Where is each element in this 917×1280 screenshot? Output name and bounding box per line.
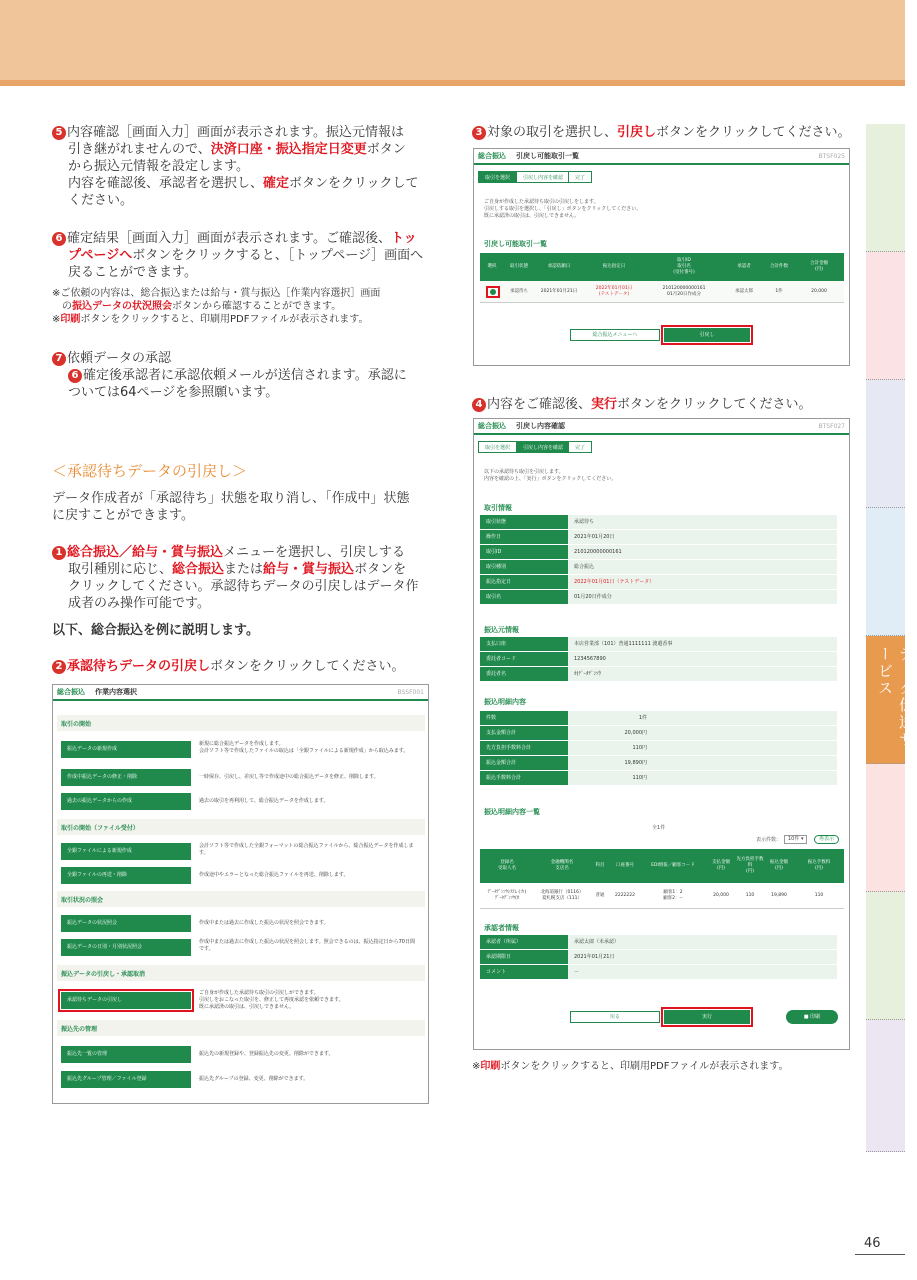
- menu-desc-9: 振込先の新規登録や、登録振込先の変更、削除ができます。: [199, 1051, 334, 1057]
- kv-value: 2022年01月01日（テストデータ）: [568, 575, 837, 589]
- detail-summary-table: [480, 711, 837, 786]
- step-1-line2e: ボタンを: [354, 562, 407, 577]
- step-1-b: メニューを選択し、引戻しする: [223, 545, 406, 560]
- kv-key: 振込指定日: [480, 575, 568, 589]
- confirm-execute-button[interactable]: 実行: [664, 1010, 750, 1024]
- confirm-back-button[interactable]: 戻る: [570, 1011, 660, 1023]
- kv-value: 承認太郎（未承認）: [568, 935, 837, 949]
- menu-daily-inquiry-button[interactable]: 振込データの日別・月別状況照会: [61, 939, 191, 956]
- confirm-print-button[interactable]: [786, 1010, 838, 1024]
- kv-value: 1234567890: [568, 652, 837, 666]
- kv-value: 承認待ち: [568, 515, 837, 529]
- header-band: [0, 0, 905, 80]
- menu-desc-2: 一時保存、引戻し、差戻し等で作成途中の総合振込データを修正、削除します。: [199, 774, 379, 780]
- list-step-3: 完了: [568, 171, 592, 183]
- table-cell: 2222222: [614, 893, 636, 898]
- menu-payee-list-button[interactable]: 振込先一覧の管理: [61, 1046, 191, 1063]
- table-cell: 承認太郎: [735, 289, 753, 294]
- list-shot-title: 引戻し可能取引一覧: [516, 152, 579, 160]
- menu-desc-8c: 既に承認済の取引は、引戻しできません。: [199, 1004, 295, 1010]
- menu-shot-id: BSSF001: [397, 689, 424, 696]
- item-6-line1b: トッ: [390, 231, 417, 246]
- table-header-cell: 取引ID 取引名 (受付番号): [673, 258, 695, 275]
- note-1a: ※ご依頼の内容は、総合振込または給与・賞与振込［作業内容選択］画面: [52, 288, 381, 299]
- table-header-cell: 登録名 受取人名: [498, 860, 516, 871]
- menu-desc-7: 作成中または過去に作成した振込の状況を照会します。照会できるのは、振込指定日から70日間です。: [199, 939, 415, 952]
- kv-row: [480, 756, 837, 771]
- kv-key: コメント: [480, 965, 568, 979]
- list-shot-id: BTSF025: [818, 153, 845, 160]
- menu-desc-1b: 会計ソフト等で作成したファイルの取込は「全銀ファイルによる新規作成」から取込みます。: [199, 748, 409, 754]
- per-page-value: 10件: [788, 836, 800, 842]
- menu-desc-8b: 引戻しをおこなった取引を、修正して再度承認を依頼できます。: [199, 997, 344, 1003]
- kv-row: [480, 590, 837, 605]
- right-note-c: ボタンをクリックすると、印刷用PDFファイルが表示されます。: [500, 1061, 789, 1072]
- kv-key: 振込金額合計: [480, 756, 568, 770]
- menu-heading-status: 取引状況の照会: [61, 897, 104, 904]
- list-shot-category: 総合振込: [478, 152, 506, 160]
- confirm-heading-trade: 取引情報: [484, 504, 512, 512]
- table-cell: 2021年01月21日: [540, 289, 578, 294]
- confirm-msg-1: 以下の承認待ち取引を引戻します。: [484, 469, 564, 475]
- table-header-cell: 選択: [487, 264, 497, 269]
- kv-row: [480, 935, 837, 950]
- table-cell: 110: [814, 893, 824, 898]
- step-1-a: 総合振込／給与・賞与振込: [67, 545, 224, 560]
- menu-heading-file: 取引の開始（ファイル受付）: [61, 825, 139, 832]
- step-1-badge: 1: [52, 546, 66, 560]
- table-cell: 顧客1：2 顧客2：--: [663, 890, 683, 901]
- menu-shot-title: 作業内容選択: [95, 688, 137, 696]
- trade-info-table: [480, 515, 837, 605]
- kv-value: 110円: [568, 771, 837, 785]
- table-header-cell: 振込金額 (円): [770, 860, 788, 871]
- confirm-shot-title: 引戻し内容確認: [516, 422, 565, 430]
- kv-value: －: [568, 965, 837, 979]
- step-6-ref-badge: 6: [68, 369, 82, 383]
- item-7-text: [52, 350, 432, 401]
- kv-key: 振込手数料合計: [480, 771, 568, 785]
- kv-row: [480, 652, 837, 667]
- notes-block: [52, 287, 432, 326]
- table-header-cell: 合計金額 (円): [810, 261, 828, 272]
- list-msg-3: 既に承認済の取引は、引戻しできません。: [484, 213, 580, 219]
- note-2a: ※: [52, 314, 61, 325]
- table-cell: 210120000000161 01月20日作成分: [662, 286, 706, 297]
- step-1-line2b: 総合振込: [172, 562, 225, 577]
- source-info-table: [480, 637, 837, 682]
- table-header-cell: 科目: [595, 863, 605, 868]
- side-tab-7[interactable]: [866, 892, 905, 1020]
- note-2b: 印刷: [60, 314, 81, 325]
- item-7-line2: ついては64ページを参照願います。: [68, 385, 279, 400]
- kv-key: 先方負担手数料合計: [480, 741, 568, 755]
- menu-band-5: [57, 1020, 425, 1036]
- step-4-text: [472, 396, 864, 413]
- item-6-line1: 確定結果［画面入力］画面が表示されます。ご確認後、: [67, 231, 391, 246]
- detail-count: 全1件: [652, 825, 666, 831]
- table-header-cell: 承認者: [737, 264, 751, 269]
- kv-row: [480, 741, 837, 756]
- list-step-indicator: [478, 171, 845, 185]
- confirm-shot-id: BTSF027: [818, 423, 845, 430]
- step-3-c: ボタンをクリックしてください。: [656, 125, 851, 140]
- confirm-heading-approver: 承認者情報: [484, 924, 519, 932]
- menu-desc-8a: ご自身が作成した承認待ち取引の引戻しができます。: [199, 990, 319, 996]
- confirm-shot-header: [474, 419, 849, 435]
- header-accent-line: [0, 80, 905, 86]
- menu-edit-transfer-button[interactable]: 作成中振込データの修正・削除: [61, 769, 191, 786]
- note-1b: の: [62, 301, 72, 312]
- kv-row: [480, 575, 837, 590]
- note-1d: ボタンから確認することができます。: [172, 301, 342, 312]
- kv-key: 承認者（所属）: [480, 935, 568, 949]
- step-3-text: [472, 124, 864, 141]
- step-4-c: ボタンをクリックしてください。: [617, 397, 812, 412]
- section-title: ＜承認待ちデータの引戻し＞: [52, 462, 248, 480]
- list-back-to-menu-button[interactable]: 総合振込メニューへ: [570, 329, 660, 341]
- table-cell: 20,000: [713, 893, 729, 898]
- per-page-select[interactable]: 10件 ▾: [784, 835, 807, 844]
- item-5-line2b: 決済口座・振込指定日変更: [210, 142, 367, 157]
- menu-desc-6: 作成中または過去に作成した振込の状況を照会できます。: [199, 920, 329, 926]
- right-note-b: 印刷: [480, 1061, 501, 1072]
- kv-value: 110円: [568, 741, 837, 755]
- step-4-badge: 4: [472, 398, 486, 412]
- menu-desc-3: 過去の取引を再利用して、総合振込データを作成します。: [199, 798, 329, 804]
- table-cell: 19,890: [771, 893, 787, 898]
- kv-key: 操作日: [480, 530, 568, 544]
- item-5-line2a: 引き継がれませんので、: [68, 142, 211, 157]
- menu-desc-5: 作成途中やエラーとなった総合振込ファイルを再送、削除します。: [199, 872, 349, 878]
- menu-zengin-new-button[interactable]: 全銀ファイルによる新規作成: [61, 843, 191, 860]
- step-3-b: 引戻し: [617, 125, 657, 140]
- kv-row: [480, 667, 837, 682]
- kv-value: ｶ)ﾃﾞｰﾀﾃﾞﾝｿｳ: [568, 667, 837, 681]
- side-tab-2[interactable]: [866, 252, 905, 380]
- table-header-cell: 先方負担手数料 (円): [736, 857, 764, 874]
- item-6-text: [52, 230, 432, 281]
- menu-status-inquiry-button[interactable]: 振込データの状況照会: [61, 915, 191, 932]
- page-number: 46: [864, 1236, 881, 1251]
- table-cell: 普通: [595, 893, 605, 898]
- item-5-line3: から振込元情報を設定します。: [68, 159, 249, 174]
- step-7-badge: 7: [52, 352, 66, 366]
- side-tab-1[interactable]: [866, 124, 905, 252]
- kv-row: [480, 726, 837, 741]
- table-cell: 110: [745, 893, 755, 898]
- kv-key: 取引種別: [480, 560, 568, 574]
- table-cell: 2022年01月01日 (テストデータ): [595, 286, 633, 297]
- confirm-step-1: 取引を選択: [478, 441, 517, 453]
- step-2-a: 承認待ちデータの引戻し: [67, 659, 211, 674]
- side-tab-3[interactable]: [866, 380, 905, 508]
- table-header-cell: 振込指定日: [602, 264, 626, 269]
- kv-value: 本店営業部（101）普通1111111 渡邉香事: [568, 637, 837, 651]
- table-cell: 北海道銀行（0116） 夏札幌支店（111）: [540, 890, 584, 901]
- confirm-step-3: 完了: [568, 441, 592, 453]
- list-msg-2: 引戻しする取引を選択し、「引戻し」ボタンをクリックしてください。: [484, 206, 642, 212]
- kv-value: 2021年01月21日: [568, 950, 837, 964]
- side-tab-label: データ伝送サービス: [876, 646, 915, 748]
- item-5-line1: 内容確認［画面入力］画面が表示されます。振込元情報は: [67, 125, 404, 140]
- table-header-cell: EDI情報／顧客コード: [651, 863, 695, 868]
- menu-band-1: [57, 715, 425, 731]
- side-tab-6[interactable]: [866, 764, 905, 892]
- screenshot-work-menu: [52, 684, 429, 1104]
- list-shot-header: [474, 149, 849, 165]
- step-3-badge: 3: [472, 126, 486, 140]
- side-tab-8[interactable]: [866, 1020, 905, 1152]
- table-header-cell: 口座番号: [616, 863, 634, 868]
- kv-key: 件数: [480, 711, 568, 725]
- item-7-line1: 確定後承認者に承認依頼メールが送信されます。承認に: [83, 368, 407, 383]
- confirm-print-label: 印刷: [810, 1014, 821, 1020]
- step-1-line2a: 取引種別に応じ、: [68, 562, 173, 577]
- menu-desc-1: [199, 741, 419, 755]
- kv-value: 210120000000161: [568, 545, 837, 559]
- note-2c: ボタンをクリックすると、印刷用PDFファイルが表示されます。: [80, 314, 369, 325]
- kv-key: 取引名: [480, 590, 568, 604]
- kv-row: [480, 711, 837, 726]
- kv-value: 2021年01月20日: [568, 530, 837, 544]
- item-5-text: [52, 124, 432, 209]
- step-1-line4: 成者のみ操作可能です。: [68, 596, 210, 611]
- side-tab-data-transfer[interactable]: [866, 636, 915, 764]
- list-step-1: 取引を選択: [478, 171, 517, 183]
- kv-key: 委託者コード: [480, 652, 568, 666]
- table-cell: ﾃﾞｰﾀﾃﾞﾝｿｳｼｽﾃﾑ (カ) ﾃﾞｰﾀﾃﾞﾝｿｳ(ｶ: [487, 890, 527, 901]
- item-5-line4b: 確定: [263, 176, 290, 191]
- kv-row: [480, 637, 837, 652]
- kv-value: 20,000円: [568, 726, 837, 740]
- menu-desc-1a: 新規に総合振込データを作成します。: [199, 741, 284, 747]
- step-1-line2c: または: [224, 562, 264, 577]
- list-select-radio[interactable]: [490, 289, 496, 295]
- intro-text: [52, 490, 432, 524]
- item-5-line2c: ボタン: [366, 142, 406, 157]
- menu-desc-10: 振込先グループの登録、変更、削除ができます。: [199, 1076, 309, 1082]
- kv-key: 委託者名: [480, 667, 568, 681]
- kv-row: [480, 771, 837, 786]
- menu-heading-payee: 振込先の管理: [61, 1026, 98, 1033]
- approver-info-table: [480, 935, 837, 980]
- item-5-line4c: ボタンをクリックして: [289, 176, 419, 191]
- kv-row: [480, 515, 837, 530]
- kv-row: [480, 965, 837, 980]
- table-header-cell: 合計件数: [770, 264, 788, 269]
- kv-key: 取引ID: [480, 545, 568, 559]
- confirm-message: [484, 469, 616, 483]
- menu-new-transfer-button[interactable]: 振込データの新規作成: [61, 741, 191, 758]
- table-header-cell: 支払金額 (円): [712, 860, 730, 871]
- confirm-shot-category: 総合振込: [478, 422, 506, 430]
- step-5-badge: 5: [52, 126, 66, 140]
- confirm-heading-detail-list: 振込明細内容一覧: [484, 808, 540, 816]
- step-2-b: ボタンをクリックしてください。: [210, 659, 405, 674]
- item-5-line4: 内容を確認後、承認者を選択し、: [68, 176, 264, 191]
- kv-row: [480, 545, 837, 560]
- menu-desc-8: [199, 990, 419, 1011]
- step-2-text: [52, 658, 432, 675]
- confirm-heading-detail: 振込明細内容: [484, 698, 526, 706]
- table-header-cell: 取引状態: [510, 264, 528, 269]
- item-5-line5: ください。: [68, 193, 134, 208]
- table-cell: 1件: [775, 289, 783, 294]
- item-7-title: 依頼データの承認: [67, 351, 172, 366]
- kv-key: 支払口座: [480, 637, 568, 651]
- table-cell: 20,000: [811, 289, 827, 294]
- kv-value: 19,890円: [568, 756, 837, 770]
- side-tab-4[interactable]: [866, 508, 905, 636]
- menu-zengin-resend-button[interactable]: 全銀ファイルの再送・削除: [61, 867, 191, 884]
- example-text: 以下、総合振込を例に説明します。: [52, 623, 259, 638]
- right-note: [472, 1060, 864, 1073]
- kv-key: 承認期限日: [480, 950, 568, 964]
- kv-value: 総合振込: [568, 560, 837, 574]
- step-2-badge: 2: [52, 660, 66, 674]
- confirm-msg-2: 内容を確認の上、「実行」ボタンをクリックしてください。: [484, 476, 617, 482]
- step-1-line3: クリックしてください。承認待ちデータの引戻しはデータ作: [68, 579, 419, 594]
- table-header-cell: 承認依頼日: [547, 264, 571, 269]
- list-step-2: 引戻し内容を確認: [516, 171, 570, 183]
- kv-key: 支払金額合計: [480, 726, 568, 740]
- list-section-heading: 引戻し可能取引一覧: [484, 240, 547, 248]
- menu-payee-group-button[interactable]: 振込先グループ管理／ファイル登録: [61, 1071, 191, 1088]
- confirm-heading-source: 振込元情報: [484, 626, 519, 634]
- step-6-badge: 6: [52, 232, 66, 246]
- note-1c: 振込データの状況照会: [72, 301, 172, 312]
- redisplay-button[interactable]: 再表示: [814, 835, 839, 844]
- step-4-b: 実行: [591, 397, 618, 412]
- item-6-line2a: プページへ: [68, 248, 133, 263]
- item-6-line2b: ボタンをクリックすると、［トップページ］画面へ: [132, 248, 424, 263]
- list-msg-1: ご自身が作成した承認待ち取引の引戻しをします。: [484, 199, 599, 205]
- kv-row: [480, 950, 837, 965]
- menu-heading-withdraw: 振込データの引戻し・承認取消: [61, 971, 146, 978]
- screenshot-withdraw-list: [473, 148, 850, 366]
- per-page-label: 表示件数：: [756, 837, 782, 843]
- step-1-line2d: 給与・賞与振込: [263, 562, 355, 577]
- screenshot-withdraw-confirm: [473, 418, 850, 1050]
- page-number-rule: [855, 1254, 905, 1255]
- kv-key: 取引状態: [480, 515, 568, 529]
- menu-withdraw-pending-button[interactable]: 承認待ちデータの引戻し: [61, 992, 191, 1009]
- menu-shot-header: [53, 685, 428, 701]
- table-header-cell: 振込手数料 (円): [807, 860, 831, 871]
- step-4-a: 内容をご確認後、: [487, 397, 592, 412]
- menu-band-3: [57, 891, 425, 907]
- intro-line1: データ作成者が「承認待ち」状態を取り消し、「作成中」状態: [52, 491, 410, 506]
- menu-desc-4: 会計ソフト等で作成した全銀フォーマットの総合振込ファイルから、総合振込データを作成します。: [199, 843, 414, 856]
- side-tab-column: [866, 124, 915, 1152]
- kv-value: 1件: [568, 711, 837, 725]
- list-message: [484, 199, 641, 220]
- right-note-a: ※: [472, 1061, 481, 1072]
- step-1-text: [52, 544, 432, 612]
- confirm-step-indicator: [478, 441, 845, 455]
- kv-row: [480, 560, 837, 575]
- item-6-line3: 戻ることができます。: [68, 265, 197, 280]
- menu-shot-category: 総合振込: [57, 688, 85, 696]
- menu-heading-start: 取引の開始: [61, 721, 92, 728]
- kv-value: 01月20日作成分: [568, 590, 837, 604]
- kv-row: [480, 530, 837, 545]
- table-header-cell: 金融機関名 支店名: [550, 860, 574, 871]
- menu-past-transfer-button[interactable]: 過去の振込データからの作成: [61, 793, 191, 810]
- list-withdraw-button[interactable]: 引戻し: [664, 328, 750, 342]
- confirm-step-2: 引戻し内容を確認: [516, 441, 570, 453]
- intro-line2: に戻すことができます。: [52, 508, 194, 523]
- printer-icon: ■: [803, 1014, 809, 1020]
- step-3-a: 対象の取引を選択し、: [487, 125, 618, 140]
- table-cell: 承認待ち: [510, 289, 528, 294]
